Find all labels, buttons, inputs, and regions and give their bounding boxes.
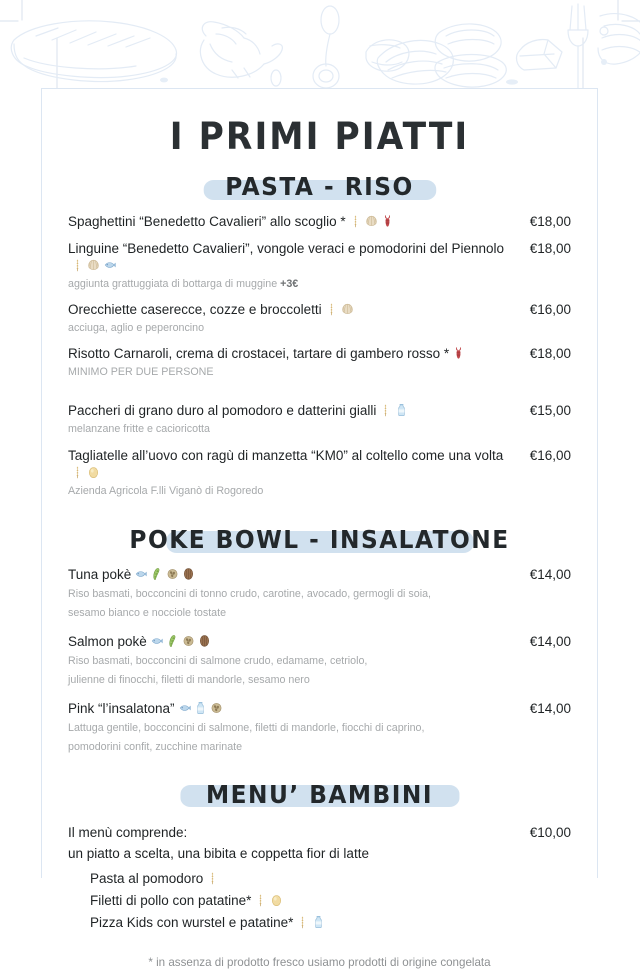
fish-icon <box>103 258 116 272</box>
soy-icon <box>166 634 179 648</box>
gluten-icon <box>71 465 84 479</box>
dish-name <box>68 345 509 363</box>
crustacean-icon <box>452 346 465 360</box>
mussel-illustration <box>377 40 453 84</box>
kids-menu-intro-row <box>68 823 571 865</box>
dish-title-row <box>68 402 571 420</box>
dish-list-pasta-riso <box>68 213 571 499</box>
dish-description-line: acciuga, aglio e peperoncino <box>68 321 205 334</box>
crustacean-icon <box>381 214 394 228</box>
kids-menu-choice-label: Pasta al pomodoro <box>90 871 204 887</box>
fish-illustration <box>598 14 640 64</box>
dish-name <box>68 633 509 651</box>
kids-menu-choice-list <box>68 868 571 934</box>
dish-price: €18,00 <box>529 240 571 256</box>
egg-icon <box>270 893 283 907</box>
dish-row <box>68 240 571 293</box>
dish-name <box>68 402 509 420</box>
dish-title-row <box>68 213 571 231</box>
dish-description <box>68 585 498 622</box>
page-title: I PRIMI PIATTI <box>169 115 470 158</box>
shrimp-illustration <box>200 22 282 86</box>
dish-description-line: pomodorini confit, zucchine marinate <box>68 740 243 753</box>
dish-title-row <box>68 447 571 482</box>
dish-description-line: MINIMO PER DUE PERSONE <box>68 365 214 378</box>
milk-icon <box>312 915 325 929</box>
dish-name-text: Spaghettini “Benedetto Cavalieri” allo scoglio * <box>68 214 346 229</box>
dish-price: €15,00 <box>529 403 571 419</box>
dish-name-text: Linguine “Benedetto Cavalieri”, vongole veraci e pomodorini del Piennolo <box>68 240 505 256</box>
dish-description-line: Riso basmati, bocconcini di tonno crudo, carotine, avocado, germogli di soia, <box>68 587 431 600</box>
fish-icon <box>134 567 147 581</box>
dish-name <box>68 566 509 584</box>
dish-name-text: Orecchiette caserecce, cozze e broccoletti <box>68 302 322 318</box>
nuts-icon <box>198 634 211 648</box>
kids-menu-choice-label: Pizza Kids con wurstel e patatine* <box>90 914 294 930</box>
mollusc-icon <box>87 258 100 272</box>
sesame-icon <box>166 567 179 581</box>
section-header-menu-bambini <box>61 780 577 809</box>
dish-list-poke-bowl <box>68 566 571 756</box>
section-header-label: PASTA - RISO <box>225 172 414 201</box>
dish-name-text: Risotto Carnaroli, crema di crostacei, tartare di gambero rosso * <box>68 346 450 362</box>
dish-name-text: Salmon pokè <box>68 634 147 650</box>
dish-row <box>68 700 571 756</box>
dish-price: €14,00 <box>529 701 571 717</box>
gluten-icon <box>254 893 267 907</box>
dish-description <box>68 421 498 438</box>
sesame-icon <box>210 701 223 715</box>
dish-description <box>68 483 498 500</box>
fish-icon <box>178 701 191 715</box>
cheese-wedge-illustration <box>517 39 562 70</box>
dish-description <box>68 364 498 381</box>
dish-price: €16,00 <box>529 447 571 463</box>
dish-row <box>68 447 571 500</box>
section-header-pasta-riso <box>61 172 577 201</box>
dish-description-line: Riso basmati, bocconcini di salmone crudo, edamame, cetriolo, <box>68 654 368 667</box>
gluten-icon <box>71 258 84 272</box>
dish-row <box>68 213 571 231</box>
section-header-label: POKE BOWL - INSALATONE <box>129 525 510 555</box>
spoon-illustration <box>313 6 339 88</box>
dish-row <box>68 633 571 689</box>
kids-menu-intro-line-1: Il menù comprende: <box>68 825 188 841</box>
dish-price: €18,00 <box>529 214 571 229</box>
dish-price: €16,00 <box>529 302 571 318</box>
soy-icon <box>150 567 163 581</box>
footnote-frozen-products: * in assenza di prodotto fresco usiamo prodotti di origine congelata <box>148 955 491 969</box>
fish-illustration <box>366 40 409 71</box>
gluten-icon <box>206 871 219 885</box>
gluten-icon <box>379 403 392 417</box>
dish-description <box>68 320 498 337</box>
dish-title-row <box>68 345 571 363</box>
gluten-icon <box>325 302 338 316</box>
gluten-icon <box>349 214 362 228</box>
dish-description-surcharge: +3€ <box>280 277 299 290</box>
dish-name <box>68 240 509 275</box>
kids-menu-intro-line-2: un piatto a scelta, una bibita e coppetta fior di latte <box>68 846 369 862</box>
dish-title-row <box>68 301 571 319</box>
egg-icon <box>87 465 100 479</box>
kids-menu-intro <box>68 823 369 865</box>
dish-title-row <box>68 240 571 275</box>
dish-row <box>68 345 571 380</box>
dish-description <box>68 652 498 689</box>
dish-name-text: Tuna pokè <box>68 567 132 583</box>
dish-title-row <box>68 633 571 651</box>
kids-menu-choice-label: Filetti di pollo con patatine* <box>90 892 252 908</box>
decorative-food-illustration-band <box>0 0 640 96</box>
dish-name-text: Paccheri di grano duro al pomodoro e datterini gialli <box>68 403 377 419</box>
dish-name <box>68 301 509 319</box>
section-header-poke-bowl <box>61 525 577 554</box>
kids-menu-price: €10,00 <box>529 825 571 841</box>
steak-illustration <box>11 21 176 82</box>
kids-menu-choice <box>90 912 571 934</box>
fish-icon <box>150 634 163 648</box>
mollusc-icon <box>341 302 354 316</box>
dish-row <box>68 301 571 336</box>
sesame-icon <box>182 634 195 648</box>
fork-illustration <box>568 4 588 90</box>
nuts-icon <box>182 567 195 581</box>
kids-menu-choice <box>90 890 571 912</box>
dish-description <box>68 276 498 293</box>
dish-description-line: melanzane fritte e cacioricotta <box>68 423 210 436</box>
dish-row <box>68 402 571 437</box>
milk-icon <box>194 701 207 715</box>
dish-title-row <box>68 566 571 584</box>
section-header-label: MENU’ BAMBINI <box>206 780 433 810</box>
dish-description-line: aggiunta grattuggiata di bottarga di muggine +3€ <box>68 277 299 290</box>
dish-row <box>68 566 571 622</box>
mollusc-icon <box>365 214 378 228</box>
dish-price: €14,00 <box>529 634 571 650</box>
dish-description-line: Lattuga gentile, bocconcini di salmone, filetti di mandorle, fiocchi di caprino, <box>68 721 425 734</box>
dish-description-line: Azienda Agricola F.lli Viganò di Rogoredo <box>68 484 264 497</box>
dish-description-line: sesamo bianco e nocciole tostate <box>68 606 227 619</box>
dish-name-text: Tagliatelle all’uovo con ragù di manzetta “KM0” al coltello come una volta <box>68 447 504 463</box>
dish-description <box>68 719 498 756</box>
menu-card <box>41 88 598 969</box>
dish-description-line: julienne di finocchi, filetti di mandorle, sesamo nero <box>68 673 310 686</box>
kids-menu-choice <box>90 868 571 890</box>
dish-name <box>68 213 509 231</box>
dish-name <box>68 447 509 482</box>
kids-menu-block <box>68 823 571 933</box>
dish-price: €14,00 <box>529 567 571 583</box>
dish-name-text: Pink “l’insalatona” <box>68 701 175 717</box>
dish-name <box>68 700 509 718</box>
dish-title-row <box>68 700 571 718</box>
open-mussel-illustration <box>435 24 506 87</box>
dish-price: €18,00 <box>529 346 571 362</box>
gluten-icon <box>296 915 309 929</box>
milk-icon <box>395 403 408 417</box>
